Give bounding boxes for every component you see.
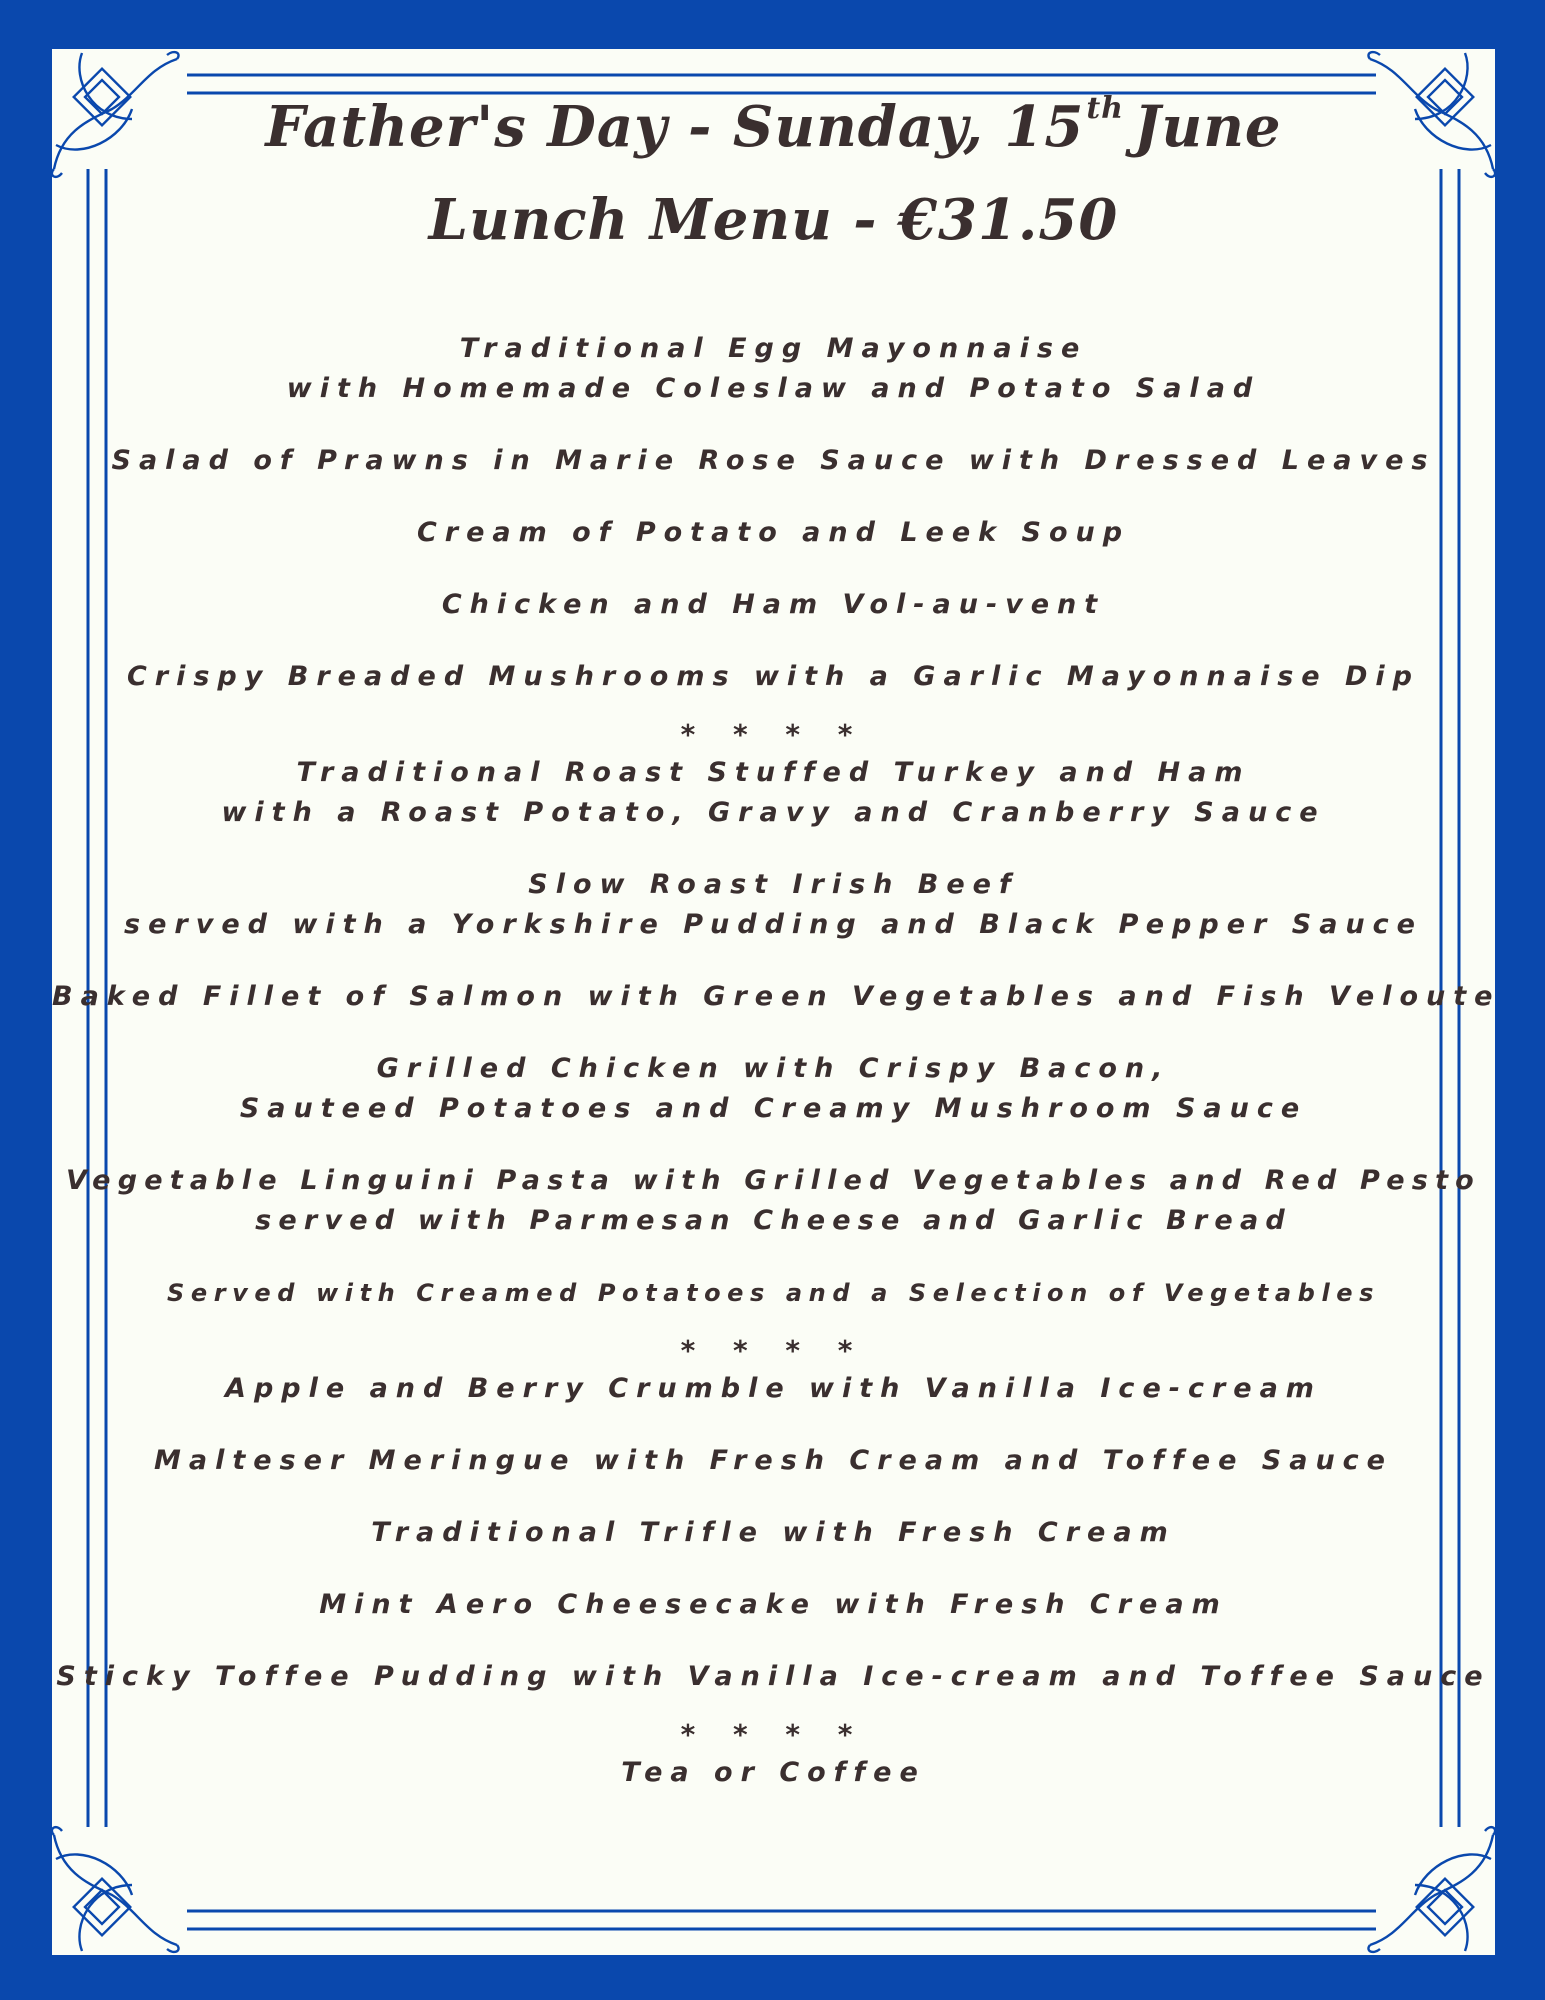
menu-item-name: Apple and Berry Crumble with Vanilla Ice-cream <box>225 1373 1322 1404</box>
menu-item <box>52 1161 1495 1241</box>
menu-item <box>52 585 1495 625</box>
menu-item-note: Served with Creamed Potatoes and a Selection of Vegetables <box>166 1279 1381 1307</box>
mains-section <box>52 753 1501 1313</box>
corner-ornament-bottom-left <box>52 1827 179 1952</box>
menu-item-description: Sauteed Potatoes and Creamy Mushroom Sauce <box>239 1093 1308 1124</box>
menu-item-description: with Homemade Coleslaw and Potato Salad <box>286 373 1261 404</box>
menu-item <box>52 1513 1495 1553</box>
mains-accompaniment-note <box>52 1273 1495 1313</box>
menu-item <box>52 1441 1495 1481</box>
menu-item <box>52 1049 1495 1129</box>
course-divider: * * * * <box>680 1334 867 1367</box>
menu-item <box>52 1657 1495 1697</box>
menu-item-name: Crispy Breaded Mushrooms with a Garlic Mayonnaise Dip <box>126 661 1421 692</box>
title-month: June <box>1134 94 1282 160</box>
menu-item-name: Sticky Toffee Pudding with Vanilla Ice-cream and Toffee Sauce <box>56 1661 1491 1692</box>
menu-item-name: Traditional Roast Stuffed Turkey and Ham <box>296 757 1251 788</box>
starters-section <box>52 329 1495 697</box>
menu-item <box>52 329 1495 409</box>
menu-courses <box>52 329 1501 1825</box>
menu-item-name: Slow Roast Irish Beef <box>528 869 1019 900</box>
menu-item-description: with a Roast Potato, Gravy and Cranberry Sauce <box>221 797 1326 828</box>
menu-item-description: served with Parmesan Cheese and Garlic Bread <box>255 1205 1292 1236</box>
menu-card <box>52 49 1501 1955</box>
title-ordinal: th <box>1086 91 1124 126</box>
menu-subtitle-price: Lunch Menu - €31.50 <box>428 187 1119 253</box>
title-date: Father's Day - Sunday, 15 <box>265 94 1085 160</box>
corner-ornament-bottom-right <box>1368 1827 1495 1952</box>
menu-item <box>52 513 1495 553</box>
menu-title <box>52 91 1495 160</box>
menu-item-name: Cream of Potato and Leek Soup <box>416 517 1131 548</box>
menu-item <box>52 1585 1495 1625</box>
menu-item <box>52 753 1495 833</box>
menu-item <box>52 1369 1495 1409</box>
menu-item-name: Malteser Meringue with Fresh Cream and Toffee Sauce <box>154 1445 1393 1476</box>
menu-item-name: Baked Fillet of Salmon with Green Vegetables and Fish Veloute <box>52 981 1501 1012</box>
desserts-section <box>52 1369 1495 1697</box>
menu-item-name: Vegetable Linguini Pasta with Grilled Vegetables and Red Pesto <box>66 1165 1481 1196</box>
course-divider: * * * * <box>680 1718 867 1751</box>
menu-item <box>52 977 1501 1017</box>
menu-item-description: served with a Yorkshire Pudding and Black Pepper Sauce <box>124 909 1423 940</box>
menu-item-name: Traditional Egg Mayonnaise <box>459 333 1088 364</box>
menu-item-name: Traditional Trifle with Fresh Cream <box>371 1517 1176 1548</box>
menu-item-name: Mint Aero Cheesecake with Fresh Cream <box>319 1589 1228 1620</box>
menu-item <box>52 865 1495 945</box>
menu-item-name: Salad of Prawns in Marie Rose Sauce with Dressed Leaves <box>111 445 1436 476</box>
menu-item-name: Grilled Chicken with Crispy Bacon, <box>376 1053 1171 1084</box>
tea-or-coffee: Tea or Coffee <box>621 1757 926 1788</box>
menu-item <box>52 441 1495 481</box>
course-divider: * * * * <box>680 718 867 751</box>
menu-item <box>52 657 1495 697</box>
menu-item-name: Chicken and Ham Vol-au-vent <box>441 589 1106 620</box>
